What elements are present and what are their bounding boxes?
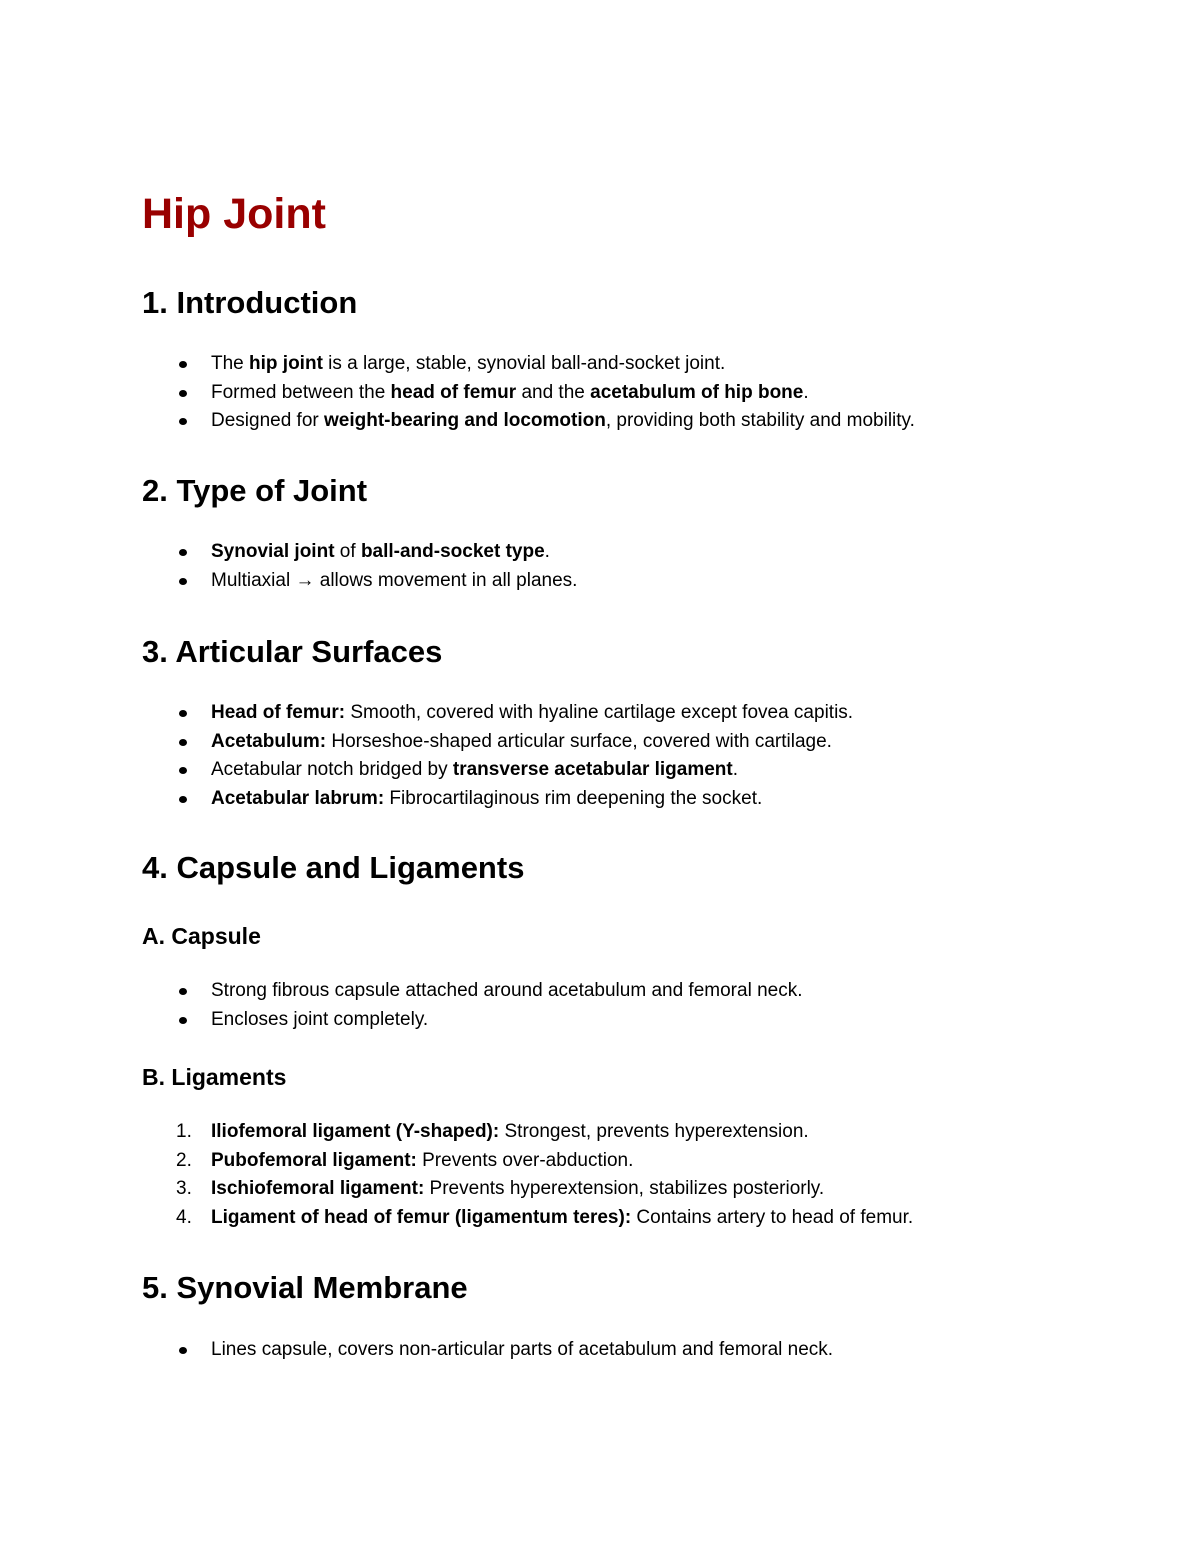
list-item: Acetabular labrum: Fibrocartilaginous rim deepening the socket.: [142, 785, 853, 814]
list-item: 1. Iliofemoral ligament (Y-shaped): Strongest, prevents hyperextension.: [176, 1121, 809, 1142]
list-item: Designed for weight-bearing and locomotion, providing both stability and mobility.: [142, 407, 915, 436]
list-item: The hip joint is a large, stable, synovial ball-and-socket joint.: [142, 350, 915, 379]
list-item: Multiaxial → allows movement in all planes.: [142, 567, 577, 596]
list-item: 3. Ischiofemoral ligament: Prevents hyperextension, stabilizes posteriorly.: [176, 1178, 825, 1199]
list-item: Formed between the head of femur and the acetabulum of hip bone.: [142, 379, 915, 408]
ligaments-list: [142, 1118, 913, 1232]
list-item: Head of femur: Smooth, covered with hyaline cartilage except fovea capitis.: [142, 699, 853, 728]
list-item: Lines capsule, covers non-articular parts of acetabulum and femoral neck.: [142, 1336, 833, 1365]
subheading-ligaments: B. Ligaments: [142, 1064, 287, 1090]
heading-capsule-and-ligaments: 4. Capsule and Ligaments: [142, 850, 525, 885]
page-title: Hip Joint: [142, 190, 326, 238]
list-item: Strong fibrous capsule attached around acetabulum and femoral neck.: [142, 977, 802, 1006]
subheading-capsule: A. Capsule: [142, 923, 261, 949]
heading-articular-surfaces: 3. Articular Surfaces: [142, 634, 443, 669]
articular-surfaces-list: [142, 699, 853, 813]
list-item: 2. Pubofemoral ligament: Prevents over-abduction.: [176, 1149, 634, 1171]
introduction-list: [142, 350, 915, 436]
heading-introduction: 1. Introduction: [142, 285, 358, 320]
heading-synovial-membrane: 5. Synovial Membrane: [142, 1270, 468, 1305]
capsule-list: [142, 977, 802, 1034]
list-item: Encloses joint completely.: [142, 1006, 802, 1035]
heading-type-of-joint: 2. Type of Joint: [142, 473, 368, 508]
list-item: 4. Ligament of head of femur (ligamentum teres): Contains artery to head of femur.: [176, 1206, 914, 1228]
list-item: Acetabulum: Horseshoe-shaped articular surface, covered with cartilage.: [142, 728, 853, 757]
synovial-membrane-list: [142, 1336, 833, 1365]
list-item: Acetabular notch bridged by transverse acetabular ligament.: [142, 756, 853, 785]
type-of-joint-list: [142, 538, 577, 595]
list-item: Synovial joint of ball-and-socket type.: [142, 538, 577, 567]
